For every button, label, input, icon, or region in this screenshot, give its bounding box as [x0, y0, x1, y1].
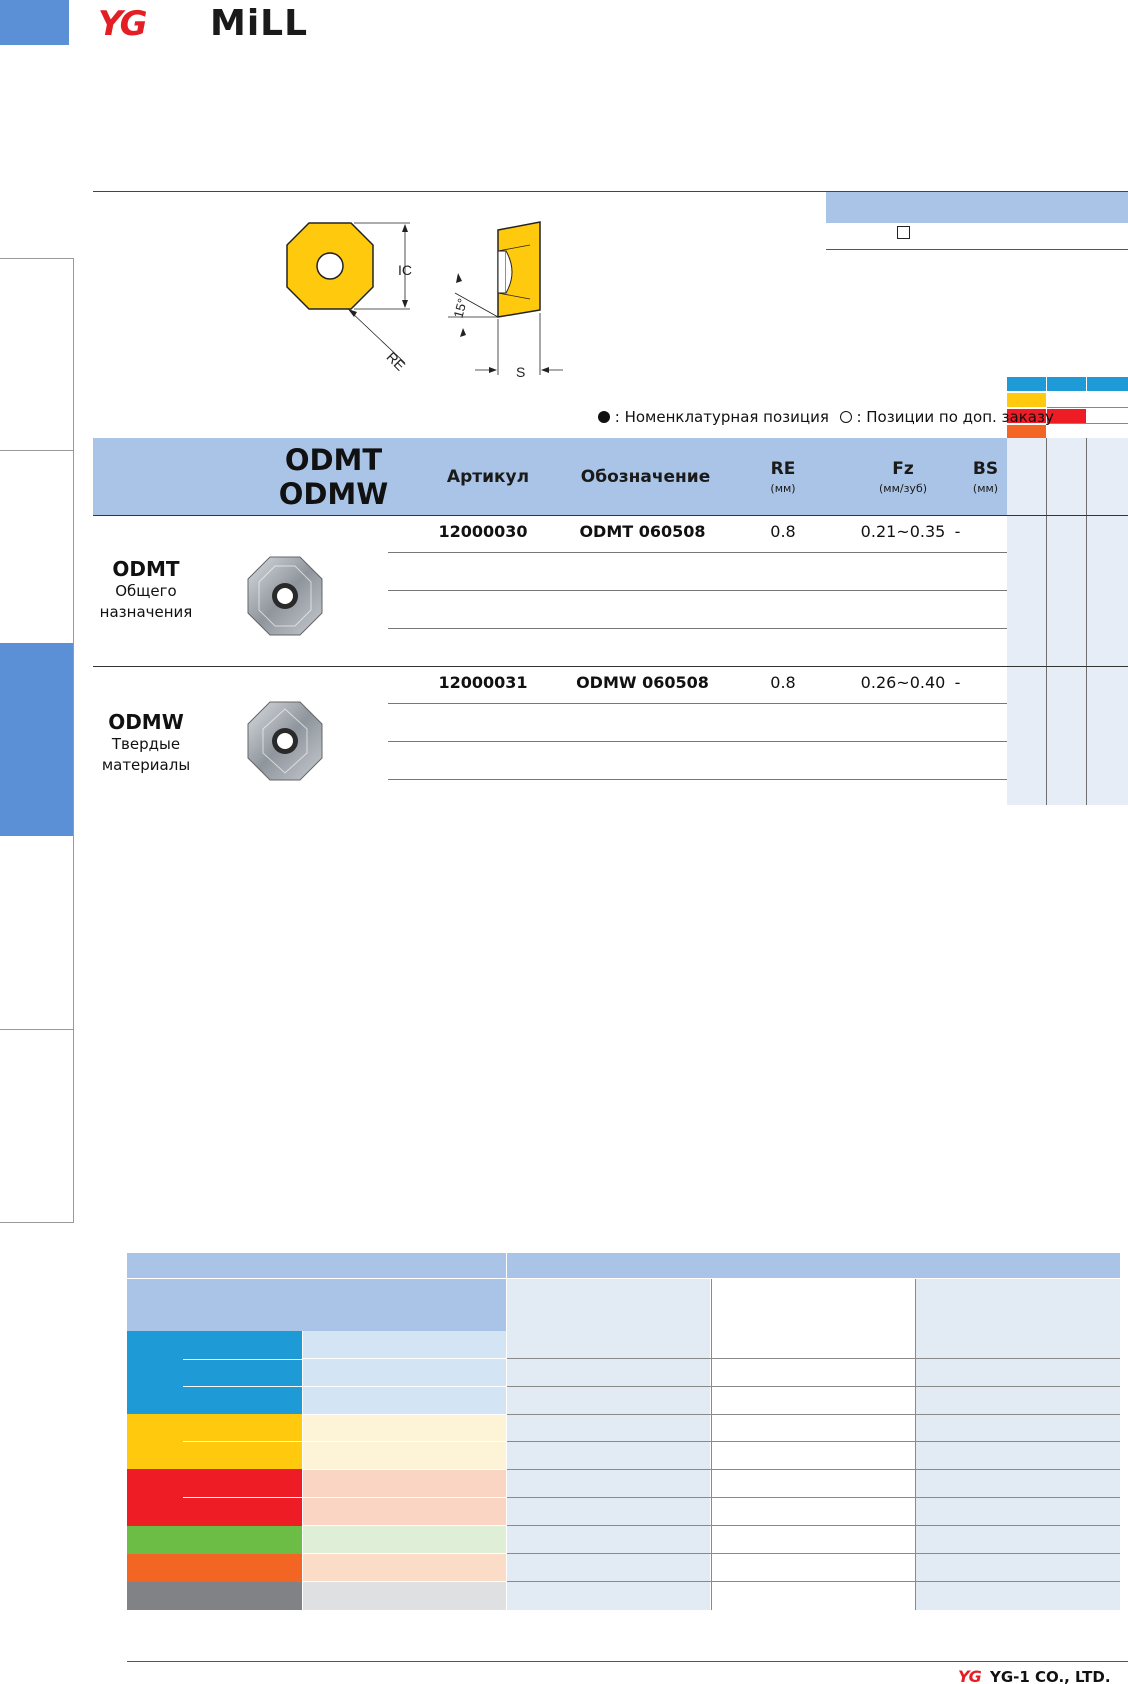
- material-subdivider: [183, 1441, 302, 1442]
- ic-label: IC: [398, 262, 412, 278]
- conditions-row-line: [507, 1441, 1120, 1442]
- table-title: [241, 443, 426, 511]
- material-subtype: [303, 1387, 506, 1414]
- odmt-designation: ODMT 060508: [579, 522, 706, 541]
- group-desc-line1: Твердые: [111, 735, 181, 753]
- sidebar-active-tab[interactable]: [0, 643, 74, 836]
- insert-center-hole: [317, 253, 343, 279]
- material-subtype: [303, 1470, 506, 1497]
- conditions-subheader-col: [711, 1279, 914, 1331]
- table-header: [93, 438, 1008, 515]
- grade-column-separator: [1046, 438, 1047, 805]
- sidebar-divider: [0, 258, 74, 259]
- row-divider: [388, 779, 1007, 780]
- conditions-col-2: [711, 1331, 914, 1610]
- conditions-row-line: [507, 1386, 1120, 1387]
- material-key-orange: [1007, 425, 1046, 439]
- group-label-odmt: [76, 557, 216, 623]
- yg-mill-logo: [98, 4, 348, 44]
- group-rule: [93, 515, 1128, 516]
- material-group-s: [127, 1554, 302, 1582]
- col-header-fz-unit: (мм/зуб): [878, 481, 928, 495]
- col-header-article-text: Артикул: [446, 466, 530, 487]
- col-header-designation: [563, 438, 728, 515]
- legend-order-text: : Позиции по доп. заказу: [856, 408, 1054, 426]
- row-divider: [388, 628, 1007, 629]
- material-subdivider: [183, 1359, 302, 1360]
- material-subtype: [303, 1498, 506, 1525]
- footer-rule: [127, 1661, 1128, 1662]
- empty-circle-icon: [840, 411, 852, 423]
- material-subdivider: [183, 1497, 302, 1498]
- material-subtype: [303, 1415, 506, 1441]
- odmw-re: 0.8: [770, 673, 796, 692]
- col-header-re-unit: (мм): [770, 481, 796, 495]
- material-subtype: [303, 1442, 506, 1469]
- col-header-fz: [838, 438, 968, 515]
- material-group-n: [127, 1526, 302, 1554]
- conditions-row-line: [507, 1358, 1120, 1359]
- grade-column-separator: [1086, 438, 1087, 805]
- col-header-bs: [963, 438, 1008, 515]
- conditions-row-line: [507, 1497, 1120, 1498]
- conditions-row-line: [507, 1469, 1120, 1470]
- conditions-row-line: [507, 1414, 1120, 1415]
- key-rule: [1047, 423, 1128, 424]
- logo-yg-text: YG: [98, 4, 145, 44]
- row-divider: [388, 703, 1007, 704]
- material-subdivider: [183, 1386, 302, 1387]
- material-subtype: [303, 1331, 506, 1358]
- row-divider: [388, 590, 1007, 591]
- group-desc-line2: назначения: [99, 603, 193, 621]
- conditions-header-right: [507, 1253, 1120, 1278]
- col-header-re-text: RE: [770, 458, 796, 479]
- material-key-yellow: [1007, 393, 1046, 407]
- grade-column: [1087, 438, 1128, 805]
- odmt-article: 12000030: [438, 522, 528, 541]
- col-header-fz-text: Fz: [892, 458, 914, 479]
- odmw-fz: 0.26~0.40: [860, 673, 946, 692]
- sidebar-divider: [0, 1029, 74, 1030]
- re-label: RE: [383, 348, 409, 374]
- legend-stock-text: : Номенклатурная позиция: [614, 408, 829, 426]
- material-subtype: [303, 1582, 506, 1610]
- col-header-re: [733, 438, 833, 515]
- odmt-fz: 0.21~0.35: [860, 522, 946, 541]
- group-rule: [93, 666, 1128, 667]
- odmw-article: 12000031: [438, 673, 528, 692]
- angle-label: 15°: [450, 296, 471, 320]
- group-name: ODMT: [112, 557, 180, 581]
- col-header-bs-text: BS: [972, 458, 999, 479]
- row-divider: [388, 741, 1007, 742]
- odmt-bs: -: [954, 522, 961, 541]
- sidebar-vertical-line: [73, 258, 74, 1223]
- s-label: S: [516, 364, 526, 380]
- grade-header-band: [826, 192, 1128, 223]
- sidebar-divider: [0, 450, 74, 451]
- grade-checkbox[interactable]: [897, 226, 910, 239]
- material-group-h: [127, 1582, 302, 1610]
- group-name: ODMW: [108, 710, 184, 734]
- odmw-designation: ODMW 060508: [576, 673, 709, 692]
- conditions-row-line: [507, 1581, 1120, 1582]
- side-tab-marker: [0, 0, 69, 45]
- table-title-line1: ODMT: [284, 443, 383, 477]
- key-rule: [1047, 407, 1128, 408]
- insert-geometry-diagram: [270, 215, 570, 390]
- conditions-row-line: [507, 1525, 1120, 1526]
- table-title-line2: ODMW: [278, 477, 389, 511]
- material-key-blue: [1087, 377, 1128, 391]
- odmt-insert-photo: [245, 554, 325, 638]
- group-desc-line2: материалы: [101, 756, 191, 774]
- material-subtype: [303, 1554, 506, 1581]
- conditions-col-1: [507, 1331, 710, 1610]
- col-header-bs-unit: (мм): [972, 481, 999, 495]
- odmw-bs: -: [954, 673, 961, 692]
- footer-company-logo: [958, 1667, 1111, 1684]
- conditions-col-3: [915, 1331, 1120, 1610]
- odmt-re: 0.8: [770, 522, 796, 541]
- material-subtype: [303, 1526, 506, 1553]
- footer-yg-mark: YG: [958, 1667, 981, 1684]
- grade-column: [1047, 438, 1086, 805]
- group-desc-line1: Общего: [115, 582, 177, 600]
- col-header-article: [423, 438, 553, 515]
- conditions-header-left: [127, 1253, 506, 1278]
- material-key-blue: [1047, 377, 1086, 391]
- sidebar-divider: [0, 1222, 74, 1223]
- row-divider: [388, 552, 1007, 553]
- material-key-blue: [1007, 377, 1046, 391]
- grade-rule: [826, 249, 1128, 250]
- footer-company-name: YG-1 CO., LTD.: [989, 1668, 1111, 1684]
- filled-circle-icon: [598, 411, 610, 423]
- material-group-p: [127, 1331, 302, 1414]
- conditions-subheader: [127, 1279, 506, 1331]
- conditions-subheader-col: [507, 1279, 710, 1331]
- odmw-insert-photo: [245, 699, 325, 783]
- conditions-subheader-col: [915, 1279, 1120, 1331]
- conditions-row-line: [507, 1553, 1120, 1554]
- group-label-odmw: [76, 710, 216, 776]
- col-header-designation-text: Обозначение: [580, 466, 711, 487]
- logo-mill-text: MiLL: [210, 3, 309, 44]
- material-subtype: [303, 1359, 506, 1386]
- availability-legend: [598, 408, 1054, 426]
- grade-column: [1007, 438, 1046, 805]
